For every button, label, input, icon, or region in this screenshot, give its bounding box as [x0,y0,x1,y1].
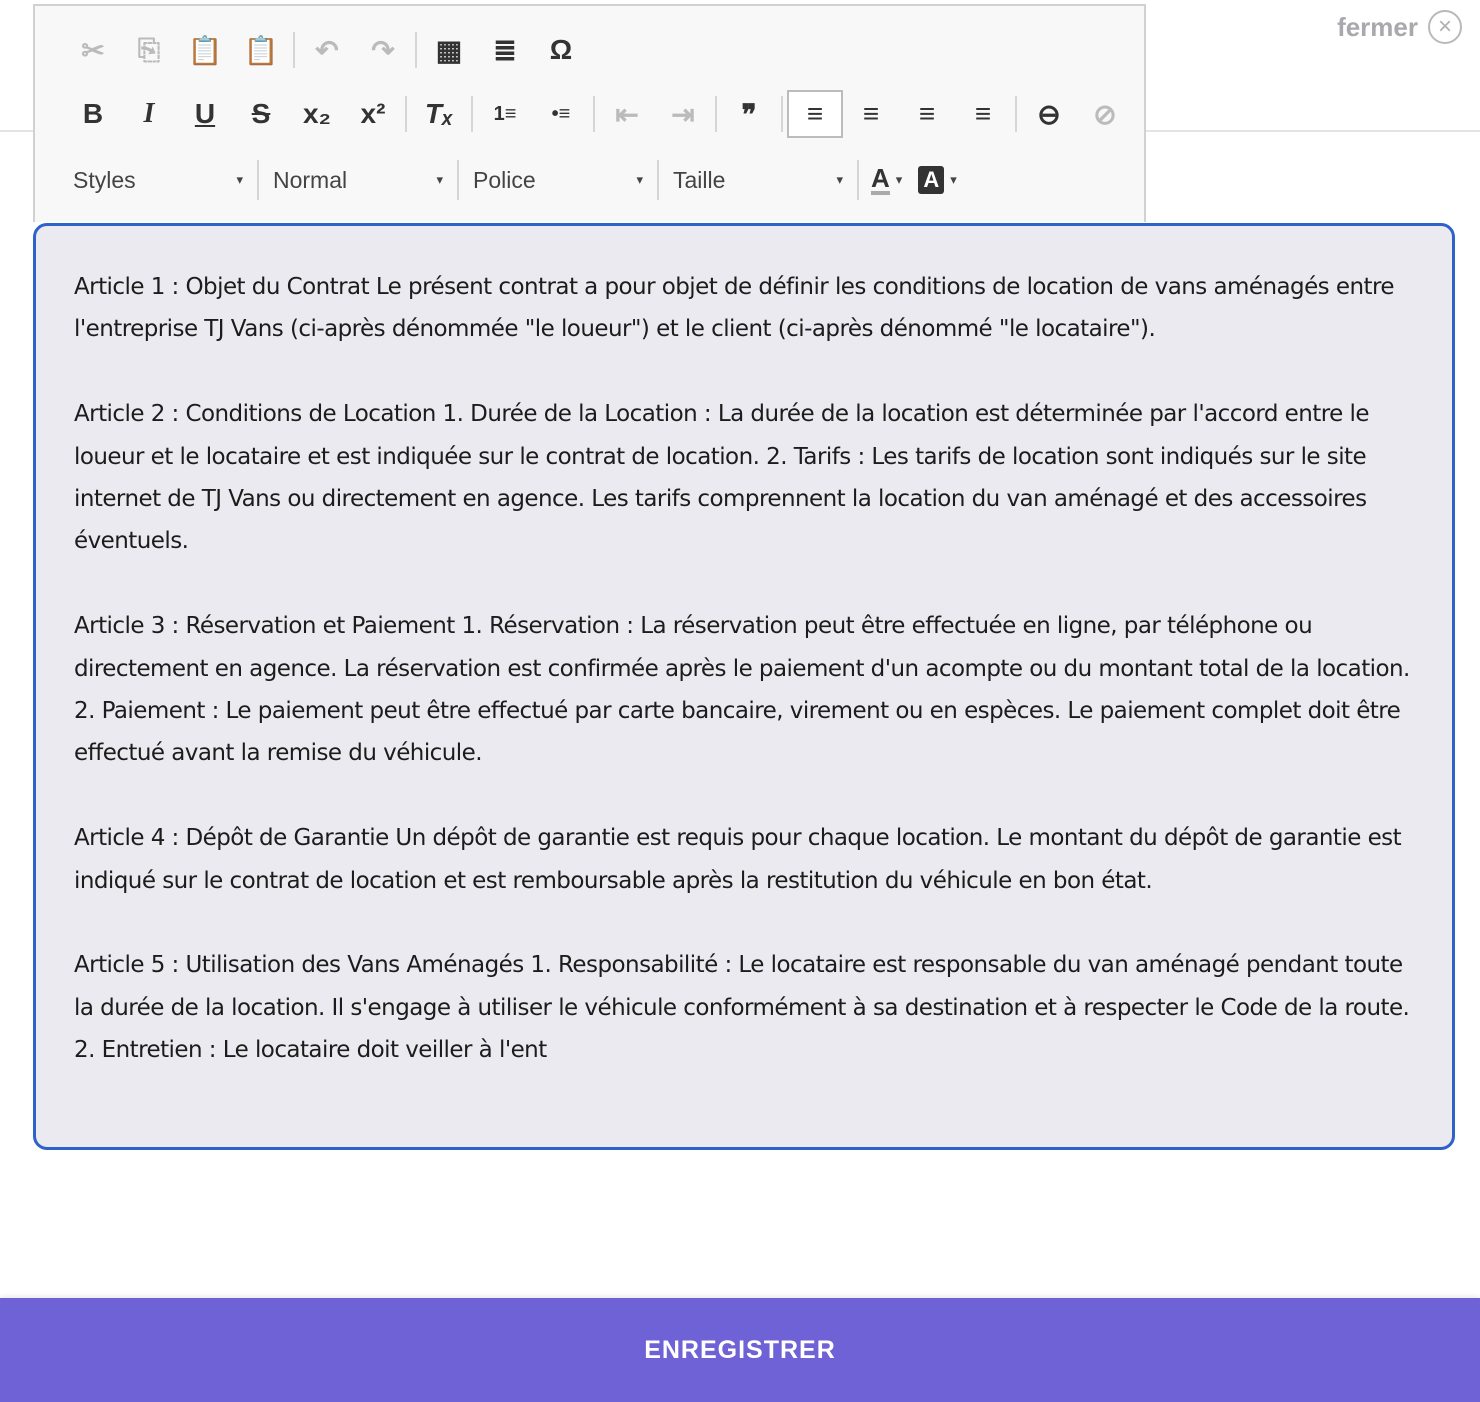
numbered-list-icon[interactable]: 1≡ [493,102,517,125]
size-dropdown[interactable] [671,160,851,200]
unlink-icon[interactable]: ⊘ [1093,98,1117,130]
close-icon: × [1428,10,1462,44]
paragraph: Article 5 : Utilisation des Vans Aménagés 1. Responsabilité : Le locataire est responsable du van aménagé pendant toute la durée de la location. Il s'engage à utiliser le véhicule conformément à sa destination et à respecter le Code de la route. 2. Entretien : Le locataire doit veiller à l'ent [74,952,1410,1064]
background-color-button[interactable] [918,166,956,194]
styles-dropdown[interactable] [71,160,251,200]
separator [415,32,417,68]
align-center-icon[interactable]: ≡ [862,98,880,129]
underline-icon[interactable]: U [194,98,216,129]
editor-toolbar [33,4,1146,222]
save-button[interactable]: ENREGISTRER [0,1298,1480,1402]
chevron-down-icon: ▾ [636,172,643,187]
bulleted-list-icon[interactable]: •≡ [551,102,571,125]
paste-text-icon[interactable]: 📋 [243,34,279,66]
chevron-down-icon: ▾ [236,172,243,187]
text-color-icon: A [871,163,890,193]
special-char-icon[interactable]: Ω [549,34,573,65]
separator [293,32,295,68]
toolbar-row-1 [65,26,589,74]
font-dropdown[interactable] [471,160,651,200]
outdent-icon[interactable]: ⇤ [615,98,639,130]
strikethrough-icon[interactable]: S [251,98,271,129]
separator [593,96,595,132]
separator [1015,96,1017,132]
remove-format-icon[interactable]: Tₓ [424,98,454,129]
toolbar-row-3 [71,156,973,204]
chevron-down-icon: ▾ [436,172,443,187]
separator [457,160,459,200]
separator [405,96,407,132]
paragraph: Article 2 : Conditions de Location 1. Durée de la Location : La durée de la location est déterminée par l'accord entre le loueur et le locataire et est indiquée sur le contrat de location. 2. Tarifs : Les tarifs de location sont indiqués sur le site internet de TJ Vans ou directement en agence. Les tarifs comprennent la location du van aménagé et des accessoires éventuels. [74,401,1369,555]
toolbar-row-2 [65,90,1133,138]
indent-icon[interactable]: ⇥ [671,98,695,130]
justify-icon[interactable]: ≡ [974,98,992,129]
chevron-down-icon: ▾ [895,172,903,187]
align-right-icon[interactable]: ≡ [918,98,936,129]
size-label: Taille [673,166,726,193]
separator [471,96,473,132]
separator [657,160,659,200]
rich-text-editor[interactable] [33,223,1455,1150]
format-dropdown[interactable] [271,160,451,200]
copy-icon[interactable]: ⎘ [137,33,161,65]
separator [781,96,783,132]
subscript-icon[interactable]: x₂ [302,98,331,129]
chevron-down-icon: ▾ [950,172,957,187]
superscript-icon[interactable]: x² [360,98,386,129]
align-left-icon[interactable]: ≡ [787,90,843,138]
text-color-button[interactable] [871,165,902,195]
close-label: fermer [1337,11,1418,42]
format-label: Normal [273,166,348,193]
chevron-down-icon: ▾ [836,172,843,187]
paragraph: Article 3 : Réservation et Paiement 1. Réservation : La réservation peut être effectuée en ligne, par téléphone ou directement en agence. La réservation est confirmée après le paiement d'un acompte ou du montant total de la location. 2. Paiement : Le paiement peut être effectué par carte bancaire, virement ou en espèces. Le paiement complet doit être effectué avant la remise du véhicule. [74,613,1410,767]
link-icon[interactable]: ⊖ [1037,98,1061,130]
separator [857,160,859,200]
paragraph: Article 4 : Dépôt de Garantie Un dépôt de garantie est requis pour chaque location. Le montant du dépôt de garantie est indiqué sur le contrat de location et est remboursable après la restitution du véhicule en bon état. [74,825,1402,894]
cut-icon[interactable]: ✂ [81,34,105,66]
close-button[interactable] [1337,10,1462,44]
table-icon[interactable]: ▦ [435,34,463,66]
font-label: Police [473,166,536,193]
undo-icon[interactable]: ↶ [315,34,339,66]
separator [257,160,259,200]
italic-icon[interactable]: I [143,98,155,129]
blockquote-icon[interactable]: ❞ [741,98,757,130]
styles-label: Styles [73,166,136,193]
horizontal-line-icon[interactable]: ≣ [493,34,517,66]
separator [715,96,717,132]
paragraph: Article 1 : Objet du Contrat Le présent contrat a pour objet de définir les conditions de location de vans aménagés entre l'entreprise TJ Vans (ci-après dénommée "le loueur") et le client (ci-après dénommé "le locataire"). [74,274,1394,343]
bold-icon[interactable]: B [82,98,104,129]
redo-icon[interactable]: ↷ [371,34,395,66]
paste-icon[interactable]: 📋 [187,34,223,66]
background-color-icon: A [918,166,944,194]
